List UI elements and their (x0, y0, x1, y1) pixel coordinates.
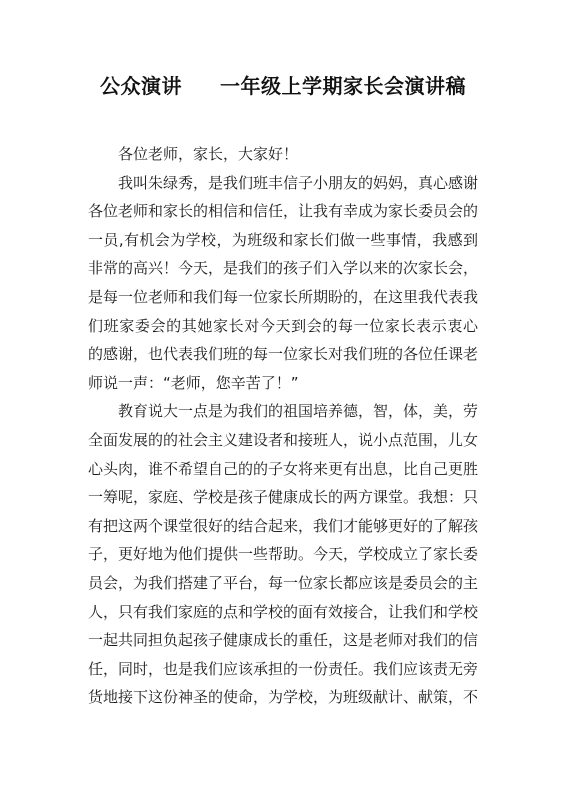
paragraph-1-line: 一员,有机会为学校，为班级和家长们做一些事情，我感到 (88, 230, 478, 249)
document-body (88, 140, 478, 712)
paragraph-2-line: 人，只有我们家庭的点和学校的面有效接合，让我们和学校 (88, 602, 478, 621)
paragraph-1-line: 我叫朱绿秀，是我们班丰信子小朋友的妈妈，真心感谢 (118, 173, 478, 192)
paragraph-2-line: 员会，为我们搭建了平台，每一位家长都应该是委员会的主 (88, 573, 478, 592)
title-category: 公众演讲 (100, 74, 182, 98)
paragraph-2-line: 一筹呢，家庭、学校是孩子健康成长的两方课堂。我想：只 (88, 488, 478, 507)
paragraph-2-line: 货地接下这份神圣的使命，为学校，为班级献计、献策，不 (88, 688, 478, 707)
title-main: 一年级上学期家长会演讲稿 (220, 74, 466, 98)
paragraph-2-line: 心头肉，谁不希望自己的的子女将来更有出息，比自己更胜 (88, 459, 478, 478)
paragraph-2-line: 有把这两个课堂很好的结合起来，我们才能够更好的了解孩 (88, 516, 478, 535)
paragraph-2-line: 任，同时，也是我们应该承担的一份责任。我们应该责无旁 (88, 659, 478, 678)
paragraph-2-line: 一起共同担负起孩子健康成长的重任，这是老师对我们的信 (88, 631, 478, 650)
paragraph-1-line: 各位老师和家长的相信和信任，让我有幸成为家长委员会的 (88, 202, 478, 221)
paragraph-2-line: 全面发展的的社会主义建设者和接班人，说小点范围，儿女 (88, 430, 478, 449)
paragraph-1-line: 们班家委会的其她家长对今天到会的每一位家长表示衷心 (88, 316, 478, 335)
paragraph-1-line: 的感谢，也代表我们班的每一位家长对我们班的各位任课老 (88, 345, 478, 364)
greeting-line: 各位老师，家长，大家好！ (118, 145, 299, 163)
paragraph-1-line: 师说一声：“老师，您辛苦了！” (88, 373, 299, 392)
paragraph-1-line: 是每一位老师和我们每一位家长所期盼的，在这里我代表我 (88, 287, 478, 306)
paragraph-2-line: 教育说大一点是为我们的祖国培养德，智，体，美，劳 (118, 402, 478, 421)
paragraph-1-line: 非常的高兴！今天，是我们的孩子们入学以来的次家长会， (88, 259, 478, 278)
paragraph-2-line: 子，更好地为他们提供一些帮助。今天，学校成立了家长委 (88, 545, 478, 564)
document-title (0, 70, 566, 99)
